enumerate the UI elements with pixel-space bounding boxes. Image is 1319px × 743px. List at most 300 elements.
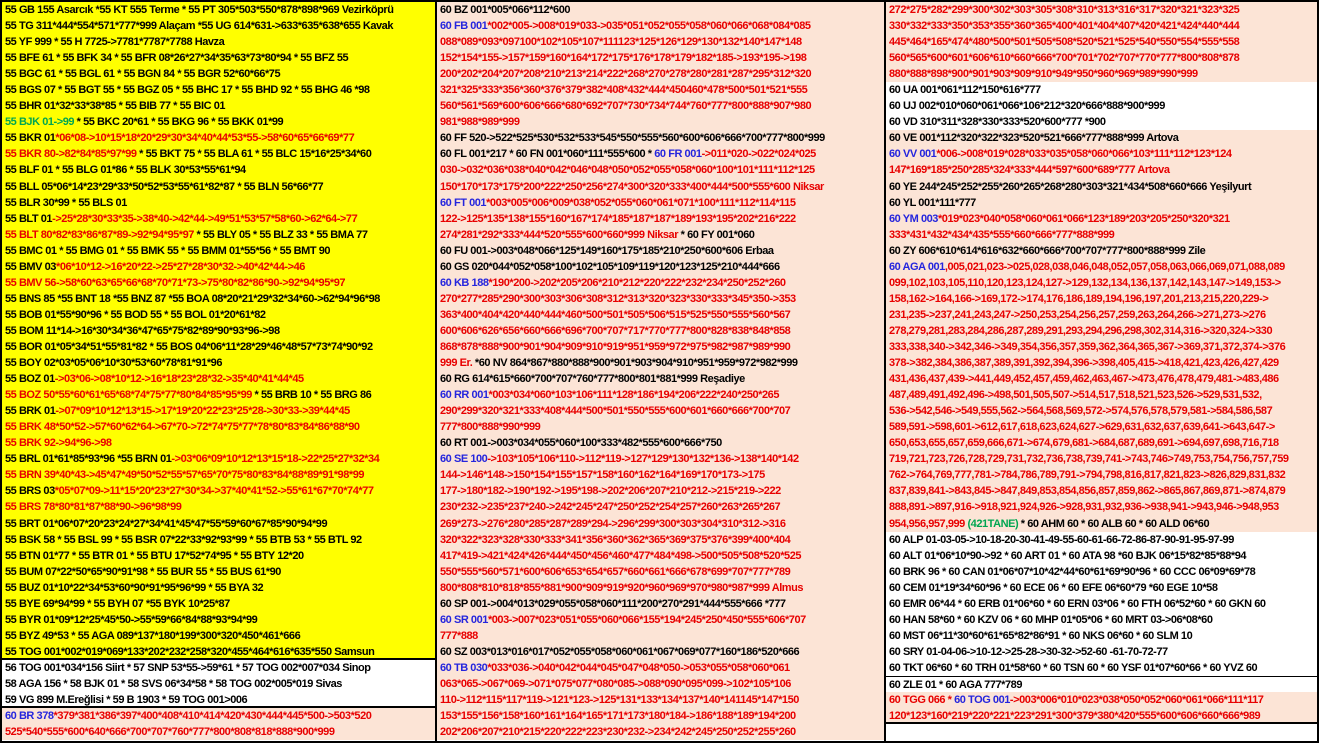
code-segment: 60 BZ 001*005*066*112*600: [440, 4, 571, 16]
text-line: [2, 162, 435, 178]
code-segment: * 55 BKC 20*61 * 55 BKG 96 * 55 BKK 01*99: [74, 116, 284, 129]
text-line: [437, 483, 884, 499]
text-line: [437, 243, 884, 259]
code-segment: 762->764,769,777,781->784,786,789,791->794,798,816,817,821,823->826,829,831,832: [889, 469, 1286, 482]
code-segment: 177->180*182->190*192->195*198->202*206*207*210*212->215*219->222: [440, 485, 781, 498]
code-segment: 270*277*285*290*300*303*306*308*312*313*320*323*330*333*345*350->353: [440, 292, 796, 305]
text-line: [437, 275, 884, 291]
code-segment: 560*561*569*600*606*666*680*692*707*730*734*744*760*777*800*888*907*980: [440, 100, 812, 113]
code-segment: 321*325*333*356*360*376*379*382*408*432*444*450460*478*500*501*521*555: [440, 84, 808, 97]
text-line: [2, 130, 435, 146]
text-line: [2, 243, 435, 259]
code-segment: 55 BFE 61 * 55 BFK 34 * 55 BFR 08*26*27*34*35*63*73*80*94 * 55 BFZ 55: [5, 52, 349, 65]
text-line: [886, 98, 1317, 114]
text-line: [2, 435, 435, 451]
text-line: [437, 179, 884, 195]
text-line: [437, 259, 884, 275]
text-line: [886, 227, 1317, 243]
text-line: [437, 708, 884, 724]
text-line: [886, 403, 1317, 419]
code-segment: 60 SZ 003*013*016*017*052*055*058*060*061*067*069*077*160*186*520*666: [440, 645, 800, 658]
code-segment: 55 BOM 11*14->16*30*34*36*47*65*75*82*89*90*93*96->98: [5, 324, 280, 337]
code-segment: 363*400*404*420*440*444*460*500*501*505*506*515*525*550*555*560*567: [440, 308, 791, 321]
code-segment: 55 BOY 02*03*05*06*10*30*53*60*78*81*91*96: [5, 357, 222, 370]
text-line: [2, 371, 435, 387]
code-segment: 378->382,384,386,387,389,391,392,394,396->398,405,415->418,421,423,426,427,429: [889, 357, 1279, 370]
code-segment: 60 FL 001*217 * 60 FN 001*060*111*555*600 *: [440, 148, 655, 161]
code-segment: 650,653,655,657,659,666,671->674,679,681->684,687,689,691->694,697,698,716,718: [889, 437, 1279, 450]
text-line: [2, 339, 435, 355]
code-segment: 55 BHR 01*32*33*38*85 * 55 BIB 77 * 55 BIC 01: [5, 100, 226, 113]
text-line: [886, 660, 1317, 676]
text-line: [2, 98, 435, 114]
code-segment: * 60 AHM 60 * 60 ALB 60 * 60 ALD 06*60: [1018, 517, 1210, 530]
text-line: [886, 82, 1317, 98]
code-segment: 60 RT 001->003*034*055*060*100*333*482*555*600*666*750: [440, 437, 722, 450]
code-segment: 60 UA 001*061*112*150*616*777: [889, 84, 1041, 97]
code-segment: 272*275*282*299*300*302*303*305*308*310*313*316*317*320*321*323*325: [889, 4, 1240, 16]
text-line: [437, 323, 884, 339]
text-line: [437, 499, 884, 515]
code-segment: 55 BYE 69*94*99 * 55 BYH 07 *55 BYK 10*25*87: [5, 597, 230, 610]
code-segment: 55 BOZ 50*55*60*61*65*68*74*75*77*80*84*85*95*99: [5, 389, 252, 402]
text-line: [2, 114, 435, 130]
text-line: [437, 724, 884, 740]
text-line: [2, 419, 435, 435]
text-line: [886, 2, 1317, 18]
text-line: [437, 580, 884, 596]
text-line: [437, 564, 884, 580]
text-line: [437, 516, 884, 532]
code-segment: *06*10*12->16*20*22->25*27*28*30*32->40*42*44->46: [55, 260, 305, 273]
code-segment: 56 TOG 001*034*156 Siirt * 57 SNP 53*55->59*61 * 57 TOG 002*007*034 Sinop: [5, 661, 371, 674]
text-line: [886, 34, 1317, 50]
text-line: [886, 692, 1317, 708]
text-line: [886, 291, 1317, 307]
text-line: [437, 676, 884, 692]
text-line: [886, 243, 1317, 259]
text-line: [886, 548, 1317, 564]
code-segment: 55 BOR 01*05*34*51*55*81*82 * 55 BOS 04*06*11*28*29*46*48*57*73*74*90*92: [5, 340, 373, 353]
text-line: [2, 66, 435, 82]
code-segment: 55 BOZ 01: [5, 373, 55, 386]
text-line: [2, 724, 435, 740]
text-line: [2, 195, 435, 211]
code-segment: 777*800*888*990*999: [440, 421, 541, 434]
text-line: [2, 516, 435, 532]
text-line: [2, 323, 435, 339]
text-line: [2, 259, 435, 275]
code-segment: 60 AGA 001: [889, 260, 945, 273]
code-segment: 330*332*333*350*353*355*360*365*400*401*404*407*420*421*424*440*444: [889, 20, 1240, 33]
code-segment: *002*005->008*019*033->035*051*052*055*058*060*066*068*084*085: [487, 20, 811, 33]
text-line: [437, 291, 884, 307]
text-line: [886, 259, 1317, 275]
text-line: [2, 628, 435, 644]
text-line: [2, 483, 435, 499]
code-segment: 777*888: [440, 629, 478, 642]
code-segment: 60 RR 001: [440, 389, 489, 402]
code-segment: 55 BRN 39*40*43->45*47*49*50*52*55*57*65*70*75*80*83*84*88*89*91*98*99: [5, 469, 365, 482]
code-segment: *033*036->040*042*044*045*047*048*050->053*055*058*060*061: [487, 661, 790, 674]
text-line: [886, 532, 1317, 548]
code-segment: 088*089*093*097100*102*105*107*111123*125*126*129*130*132*140*147*148: [440, 36, 802, 49]
text-line: [886, 580, 1317, 596]
code-segment: 60 EMR 06*44 * 60 ERB 01*06*60 * 60 ERN 03*06 * 60 FTH 06*52*60 * 60 GKN 60: [889, 597, 1266, 610]
text-line: [886, 499, 1317, 515]
text-line: [886, 612, 1317, 628]
code-segment: 60 YL 001*111*777: [889, 196, 976, 209]
text-line: [437, 419, 884, 435]
text-line: [886, 195, 1317, 211]
text-line: [886, 564, 1317, 580]
text-line: [886, 339, 1317, 355]
code-segment: ->03*06->08*10*12->16*18*23*28*32->35*40*41*44*45: [54, 373, 304, 386]
text-line: [886, 451, 1317, 467]
code-segment: 099,102,103,105,110,120,123,124,127->129,132,134,136,137,142,143,147->149,153->: [889, 276, 1281, 289]
text-line: [886, 371, 1317, 387]
code-segment: * 60 FY 001*060: [678, 228, 755, 241]
text-line: [886, 130, 1317, 146]
text-line: [437, 66, 884, 82]
text-line: [437, 307, 884, 323]
code-segment: 60 FU 001->003*048*066*125*149*160*175*185*210*250*600*606 Erbaa: [440, 244, 774, 257]
code-segment: 55 BMC 01 * 55 BMG 01 * 55 BMK 55 * 55 BMM 01*55*56 * 55 BMT 90: [5, 244, 331, 257]
text-line: [2, 692, 435, 708]
code-segment: 60 FF 520->522*525*530*532*533*545*550*555*560*600*606*666*700*777*800*999: [440, 132, 825, 145]
code-segment: 55 BLR 30*99 * 55 BLS 01: [5, 196, 127, 209]
code-segment: 800*808*810*818*855*881*900*909*919*920*960*969*970*980*987*999 Almus: [440, 581, 804, 594]
code-segment: 60 GS 020*044*052*058*100*102*105*109*119*120*123*125*210*444*666: [440, 260, 780, 273]
code-segment: 231,235->237,241,243,247->250,253,254,256,257,259,263,264,266->271,273->276: [889, 308, 1266, 321]
code-segment: ,005,021,023->025,028,038,046,048,052,057,058,063,066,069,071,088,089: [944, 260, 1285, 273]
code-segment: 153*155*156*158*160*161*164*165*171*173*180*184->186*188*189*194*200: [440, 710, 796, 723]
code-segment: 55 BMV 03: [5, 260, 56, 273]
code-segment: 999 Er.: [440, 357, 473, 370]
code-segment: 55 BLL 05*06*14*23*29*33*50*52*53*55*61*82*87 * 55 BLN 56*66*77: [5, 180, 324, 193]
text-line: [2, 499, 435, 515]
code-segment: 60 VE 001*112*320*322*323*520*521*666*777*888*999 Artova: [889, 132, 1179, 145]
text-line: [437, 612, 884, 628]
code-segment: ->003*006*010*023*038*050*052*060*061*066*111*117: [1009, 694, 1264, 707]
code-segment: 525*540*555*600*640*666*700*707*760*777*800*808*818*888*900*999: [5, 726, 335, 739]
text-line: [437, 227, 884, 243]
code-segment: 55 BRK 92->94*96->98: [5, 437, 112, 450]
text-line: [886, 628, 1317, 644]
code-segment: 60 HAN 58*60 * 60 KZV 06 * 60 MHP 01*05*06 * 60 MRT 03->06*08*60: [889, 613, 1213, 626]
code-segment: 55 BOB 01*55*90*96 * 55 BOD 55 * 55 BOL 01*20*61*82: [5, 308, 266, 321]
code-segment: 55 BRT 01*06*07*20*23*24*27*34*41*45*47*55*59*60*67*85*90*94*99: [5, 517, 328, 530]
code-segment: *006->008*019*028*033*035*058*060*066*103*111*112*123*124: [936, 148, 1232, 161]
code-segment: 120*123*160*219*220*221*223*291*300*379*380*420*555*600*606*660*666*989: [889, 710, 1261, 723]
code-segment: 60 TB 030: [440, 661, 488, 674]
code-segment: 55 YF 999 * 55 H 7725->7781*7787*7788 Havza: [5, 36, 225, 49]
text-line: [437, 467, 884, 483]
code-segment: 55 BUZ 01*10*22*34*53*60*90*91*95*96*99 * 55 BYA 32: [5, 581, 264, 594]
code-segment: 59 VG 899 M.Ereğlisi * 59 B 1903 * 59 TOG 001>006: [5, 694, 248, 707]
text-line: [437, 2, 884, 18]
code-segment: 60 SRY 01-04-06->10-12->25-28->30-32->52-60 -61-70-72-77: [889, 645, 1168, 658]
text-line: [886, 419, 1317, 435]
code-segment: 55 BRK 01: [5, 405, 56, 418]
code-segment: 200*202*204*207*208*210*213*214*222*268*270*278*280*281*287*295*312*320: [440, 68, 812, 81]
code-segment: 431,436,437,439->441,449,452,457,459,462,463,467->473,476,478,479,481->483,486: [889, 373, 1279, 386]
code-segment: 230*232->235*237*240->242*245*247*250*252*254*257*260*263*265*267: [440, 501, 781, 514]
code-segment: 55 BGS 07 * 55 BGT 55 * 55 BGZ 05 * 55 BHC 17 * 55 BHD 92 * 55 BHG 46 *98: [5, 84, 370, 97]
code-segment: *06*08->10*15*18*20*29*30*34*40*44*53*55->58*60*65*66*69*77: [55, 132, 355, 145]
text-line: [2, 676, 435, 692]
code-segment: 110->112*115*117*119->121*123->125*131*133*134*137*140*141145*147*150: [440, 694, 799, 707]
text-line: [886, 467, 1317, 483]
code-segment: 487,489,491,492,496->498,501,505,507->514,517,518,521,523,526->529,531,532,: [889, 389, 1262, 402]
text-line: [437, 50, 884, 66]
code-segment: 60 SP 001->004*013*029*055*058*060*111*200*270*291*444*555*666 *777: [440, 597, 786, 610]
code-segment: *003*034*060*103*106*111*128*186*194*206*222*240*250*265: [488, 389, 780, 402]
text-line: [2, 275, 435, 291]
code-segment: 55 BGC 61 * 55 BGL 61 * 55 BGN 84 * 55 BGR 52*60*66*75: [5, 68, 281, 81]
text-line: [437, 435, 884, 451]
text-line: [2, 146, 435, 162]
code-segment: 278,279,281,283,284,286,287,289,291,293,294,296,298,302,314,316->320,324->330: [889, 324, 1273, 337]
code-segment: 55 BYZ 49*53 * 55 AGA 089*137*180*199*300*320*450*461*666: [5, 629, 301, 642]
text-line: [886, 644, 1317, 660]
code-segment: 60 KB 188: [440, 276, 489, 289]
code-segment: 063*065->067*069->071*075*077*080*085->088*090*095*099->102*105*106: [440, 677, 791, 690]
text-line: [437, 146, 884, 162]
code-segment: 60 SE 100: [440, 453, 488, 466]
text-line: [886, 179, 1317, 195]
code-segment: 60 FT 001: [440, 196, 487, 209]
code-segment: 158,162->164,166->169,172->174,176,186,189,194,196,197,201,213,215,220,229->: [889, 292, 1269, 305]
column-left-plate-55: [2, 2, 437, 741]
text-line: [437, 82, 884, 98]
code-segment: 60 UJ 002*010*060*061*066*106*212*320*666*888*900*999: [889, 100, 1165, 113]
text-line: [886, 516, 1317, 532]
code-segment: 290*299*320*321*333*408*444*500*501*550*555*600*601*660*666*700*707: [440, 405, 791, 418]
code-segment: ->25*28*30*33*35->38*40->42*44->49*51*53*57*58*60->62*64->77: [52, 212, 358, 225]
code-segment: 55 BKR 80->82*84*85*97*99: [5, 148, 137, 161]
code-segment: 888,891->897,916->918,921,924,926->928,931,932,936->938,941->943,946->948,953: [889, 501, 1279, 514]
text-line: [437, 692, 884, 708]
code-segment: 55 BUM 07*22*50*65*90*91*98 * 55 BUR 55 * 55 BUS 61*90: [5, 565, 281, 578]
code-segment: 333,338,340->342,346->349,354,356,357,359,362,364,365,367->369,371,372,374->376: [889, 340, 1286, 353]
code-segment: 60 RG 614*615*660*700*707*760*777*800*801*881*999 Reşadiye: [440, 373, 745, 386]
text-line: [437, 403, 884, 419]
text-line: [437, 162, 884, 178]
text-line: [886, 50, 1317, 66]
code-segment: 152*154*155->157*159*160*164*172*175*176*178*179*182*185->193*195->198: [440, 52, 807, 65]
code-segment: 60 ZY 606*610*614*616*632*660*666*700*707*777*800*888*999 Zile: [889, 244, 1206, 257]
text-line: [2, 307, 435, 323]
code-segment: 837,839,841->843,845->847,849,853,854,856,857,859,862->865,867,869,871->874,879: [889, 485, 1286, 498]
text-line: [2, 596, 435, 612]
code-segment: 55 BRS 78*80*81*87*88*90->96*98*99: [5, 501, 182, 514]
text-line: [886, 66, 1317, 82]
text-line: [886, 676, 1317, 692]
code-segment: 60 SR 001: [440, 613, 488, 626]
text-line: [2, 211, 435, 227]
code-segment: ->03*06*09*10*12*13*15*18->22*25*27*32*34: [171, 453, 380, 466]
code-segment: 144->146*148->150*154*155*157*158*160*162*164*169*170*173->175: [440, 469, 765, 482]
text-line: [437, 130, 884, 146]
text-line: [2, 18, 435, 34]
code-segment: 320*322*323*328*330*333*341*356*360*362*365*369*375*376*399*400*404: [440, 533, 791, 546]
text-line: [437, 98, 884, 114]
column-right-plate-60: [886, 2, 1317, 741]
text-line: [2, 387, 435, 403]
code-segment: 150*170*173*175*200*222*250*256*274*300*320*333*400*444*500*555*600 Niksar: [440, 180, 824, 193]
code-segment: 536->542,546->549,555,562->564,568,569,572->574,576,578,579,581->584,586,587: [889, 405, 1273, 418]
code-segment: 55 BTN 01*77 * 55 BTR 01 * 55 BTU 17*52*74*95 * 55 BTY 12*20: [5, 549, 304, 562]
text-line: [437, 195, 884, 211]
text-line: [437, 628, 884, 644]
text-line: [437, 451, 884, 467]
text-line: [2, 564, 435, 580]
text-line: [437, 34, 884, 50]
code-segment: *003->007*023*051*055*060*066*155*194*245*250*450*555*606*707: [487, 613, 806, 626]
code-segment: 55 BKR 01: [5, 132, 56, 145]
text-line: [2, 612, 435, 628]
code-segment: *05*07*09->11*15*20*23*27*30*34->37*40*41*52->55*61*67*70*74*77: [54, 485, 374, 498]
code-segment: 55 BRK 48*50*52->57*60*62*64->67*70->72*74*75*77*78*80*83*84*86*88*90: [5, 421, 360, 434]
text-line: [886, 307, 1317, 323]
code-segment: 417*419->421*424*426*444*450*456*460*477*484*498->500*505*508*520*525: [440, 549, 802, 562]
text-line: [437, 596, 884, 612]
code-segment: 269*273->276*280*285*287*289*294->296*299*300*303*304*310*312->316: [440, 517, 786, 530]
text-line: [2, 2, 435, 18]
code-segment: 60 YM 003: [889, 212, 938, 225]
text-line: [886, 18, 1317, 34]
text-line: [2, 34, 435, 50]
text-line: [886, 387, 1317, 403]
text-line: [2, 708, 435, 724]
code-segment: 60 TOG 001: [954, 694, 1010, 707]
code-segment: 954,956,957,999: [889, 517, 968, 530]
text-line: [2, 82, 435, 98]
code-segment: 55 BSK 58 * 55 BSL 99 * 55 BSR 07*22*33*92*93*99 * 55 BTB 53 * 55 BTL 92: [5, 533, 362, 546]
code-segment: 981*988*989*999: [440, 116, 520, 129]
text-line: [2, 467, 435, 483]
text-line: [886, 162, 1317, 178]
code-segment: *379*381*386*397*400*408*410*414*420*430*444*445*500->503*520: [53, 710, 372, 723]
text-line: [886, 724, 1317, 740]
code-segment: 55 BYR 01*09*12*25*45*50->55*59*66*84*88*93*94*99: [5, 613, 258, 626]
code-segment: 55 BLT 01: [5, 212, 53, 225]
code-segment: 030->032*036*038*040*042*046*048*050*052*055*058*060*100*101*111*112*125: [440, 164, 815, 177]
code-segment: 55 GB 155 Asarcık *55 KT 555 Terme * 55 PT 305*503*550*878*898*969 Vezirköprü: [5, 4, 394, 16]
text-line: [437, 387, 884, 403]
code-segment: 55 BMV 56->58*60*63*65*66*68*70*71*73->75*80*82*86*90->92*94*95*97: [5, 276, 346, 289]
code-segment: 55 BLT 80*82*83*86*87*89->92*94*95*97: [5, 228, 194, 241]
code-segment: 60 VV 001: [889, 148, 937, 161]
code-segment: 60 ALT 01*06*10*90->92 * 60 ART 01 * 60 ATA 98 *60 BJK 06*15*82*85*88*94: [889, 549, 1247, 562]
code-segment: 55 TG 311*444*554*571*777*999 Alaçam *55 UG 614*631->633*635*638*655 Kavak: [5, 20, 394, 33]
code-segment: 60 TGG 066 *: [889, 694, 955, 707]
code-segment: 60 VD 310*311*328*330*333*520*600*777 *900: [889, 116, 1106, 129]
code-segment: 60 BR 378: [5, 710, 54, 723]
code-segment: (421TANE): [967, 517, 1019, 530]
code-segment: 60 YE 244*245*252*255*260*265*268*280*303*321*434*508*660*666 Yeşilyurt: [889, 180, 1252, 193]
text-line: [886, 708, 1317, 724]
text-line: [2, 660, 435, 676]
code-segment: 600*606*626*656*660*666*696*700*707*717*770*777*800*828*838*848*858: [440, 324, 791, 337]
code-segment: *60 NV 864*867*880*888*900*901*903*904*910*951*959*972*982*999: [472, 357, 798, 370]
code-segment: *190*200->202*205*206*210*212*220*222*232*234*250*252*260: [488, 276, 786, 289]
code-segment: ->011*020->022*024*025: [701, 148, 816, 161]
code-segment: *003*005*006*009*038*052*055*060*061*071*100*111*112*114*115: [486, 196, 796, 209]
text-line: [437, 114, 884, 130]
code-segment: *019*023*040*058*060*061*066*123*189*203*205*250*320*321: [937, 212, 1230, 225]
code-segment: 880*888*898*900*901*903*909*910*949*950*960*969*989*990*999: [889, 68, 1198, 81]
code-segment: 55 BRS 03: [5, 485, 55, 498]
text-line: [886, 114, 1317, 130]
code-segment: ->07*09*10*12*13*15->17*19*20*22*23*25*28->30*33->39*44*45: [55, 405, 350, 418]
code-segment: 60 FR 001: [654, 148, 702, 161]
code-segment: 719,721,723,726,728,729,731,732,736,738,739,741->743,746>749,753,754,756,757,759: [889, 453, 1289, 466]
text-line: [437, 644, 884, 660]
text-line: [2, 580, 435, 596]
text-line: [886, 323, 1317, 339]
code-segment: 60 ZLE 01 * 60 AGA 777*789: [889, 678, 1023, 691]
code-segment: 550*555*560*571*600*606*653*654*657*660*661*666*678*699*707*777*789: [440, 565, 791, 578]
code-segment: 122->125*135*138*155*160*167*174*185*187*187*189*193*195*202*216*222: [440, 212, 796, 225]
code-segment: 202*206*207*210*215*220*222*223*230*232->234*242*245*250*252*255*260: [440, 726, 796, 739]
text-line: [2, 451, 435, 467]
code-segment: ->103*105*106*110->112*119->127*129*130*132*136->138*140*142: [487, 453, 799, 466]
code-segment: 589,591->598,601->612,617,618,623,624,627->629,631,632,637,639,641->643,647->: [889, 421, 1275, 434]
text-line: [437, 532, 884, 548]
text-line: [437, 339, 884, 355]
code-segment: 55 BNS 85 *55 BNT 18 *55 BNZ 87 *55 BOA 08*20*21*29*32*34*60->62*94*96*98: [5, 292, 380, 305]
text-line: [886, 211, 1317, 227]
text-line: [437, 371, 884, 387]
code-segment: 55 BRL 01*61*85*93*96 *55 BRN 01: [5, 453, 172, 466]
text-line: [437, 18, 884, 34]
code-segment: 60 CEM 01*19*34*60*96 * 60 ECE 06 * 60 EFE 06*60*79 *60 EGE 10*58: [889, 581, 1218, 594]
text-line: [2, 179, 435, 195]
text-line: [2, 227, 435, 243]
text-line: [2, 50, 435, 66]
code-segment: 55 BLF 01 * 55 BLG 01*86 * 55 BLK 30*53*55*61*94: [5, 164, 246, 177]
code-segment: 60 TKT 06*60 * 60 TRH 01*58*60 * 60 TSN 60 * 60 YSF 01*07*60*66 * 60 YVZ 60: [889, 661, 1258, 674]
text-line: [437, 548, 884, 564]
code-segment: 55 BJK 01->99: [5, 116, 75, 129]
text-line: [2, 548, 435, 564]
column-middle-plate-60: [437, 2, 886, 741]
text-line: [2, 403, 435, 419]
code-segment: 560*565*600*601*606*610*660*666*700*701*702*707*770*777*800*808*878: [889, 52, 1240, 65]
code-segment: 445*464*165*474*480*500*501*505*508*520*521*525*540*550*554*555*558: [889, 36, 1240, 49]
code-segment: * 55 BKT 75 * 55 BLA 61 * 55 BLC 15*16*25*34*60: [136, 148, 372, 161]
text-line: [2, 291, 435, 307]
text-line: [886, 596, 1317, 612]
code-segment: 58 AGA 156 * 58 BJK 01 * 58 SVS 06*34*58 * 58 TOG 002*005*019 Sivas: [5, 677, 342, 690]
text-line: [2, 355, 435, 371]
text-line: [437, 660, 884, 676]
text-line: [437, 211, 884, 227]
text-line: [886, 435, 1317, 451]
code-segment: 147*169*185*250*285*324*333*444*597*600*689*777 Artova: [889, 164, 1170, 177]
text-line: [886, 146, 1317, 162]
code-segment: 60 ALP 01-03-05->10-18-20-30-41-49-55-60-61-66-72-86-87-90-91-95-97-99: [889, 533, 1234, 546]
code-segment: 868*878*888*900*901*904*909*910*919*951*959*972*975*982*987*989*990: [440, 340, 791, 353]
text-line: [437, 355, 884, 371]
text-line: [2, 644, 435, 660]
code-segment: 60 BRK 96 * 60 CAN 01*06*07*10*42*44*60*61*69*90*96 * 60 CCC 06*09*69*78: [889, 565, 1256, 578]
code-segment: * 55 BLY 05 * 55 BLZ 33 * 55 BMA 77: [193, 228, 368, 241]
text-line: [886, 355, 1317, 371]
code-segment: 55 TOG 001*002*019*069*133*202*232*258*320*455*464*616*635*550 Samsun: [5, 645, 375, 658]
